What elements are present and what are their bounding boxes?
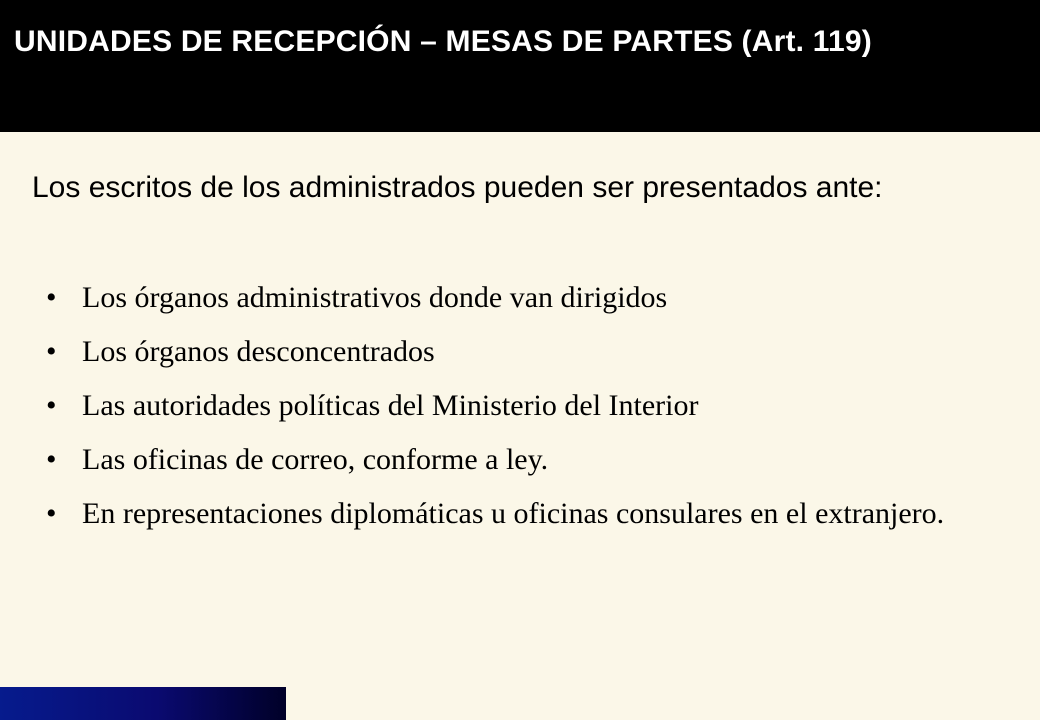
bullet-icon: •: [46, 497, 57, 530]
bullet-icon: •: [46, 389, 57, 422]
title-bar: [0, 0, 1040, 132]
bullet-icon: •: [46, 281, 57, 314]
bullet-icon: •: [46, 335, 57, 368]
bullet-text: En representaciones diplomáticas u oficinas consulares en el extranjero.: [82, 497, 945, 530]
footer-accent-bar: [0, 687, 286, 720]
bullet-item: [46, 384, 992, 427]
bullet-item: [46, 438, 992, 481]
bullet-item: [46, 330, 992, 373]
bullet-text: Las oficinas de correo, conforme a ley.: [82, 443, 549, 476]
bullet-text: Los órganos administrativos donde van dirigidos: [82, 281, 668, 314]
bullet-list: [46, 276, 992, 546]
bullet-item: [46, 276, 992, 319]
bullet-text: Las autoridades políticas del Ministerio del Interior: [82, 389, 699, 422]
bullet-item: [46, 492, 992, 535]
bullet-text: Los órganos desconcentrados: [82, 335, 435, 368]
intro-text: Los escritos de los administrados pueden ser presentados ante:: [32, 171, 883, 204]
slide-title: UNIDADES DE RECEPCIÓN – MESAS DE PARTES (Art. 119): [14, 25, 872, 58]
bullet-icon: •: [46, 443, 57, 476]
